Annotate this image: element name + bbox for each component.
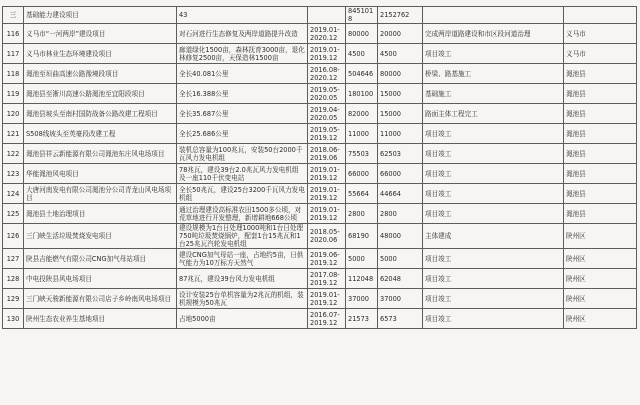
project-name: 大唐河南发电有限公司渑池分公司青龙山风电场项目 [24,184,177,204]
project-content: 全长25.686公里 [177,124,308,144]
progress-goal: 项目竣工 [423,184,564,204]
location: 陕州区 [564,249,637,269]
row-number: 130 [3,309,24,329]
annual-investment: 66000 [378,164,423,184]
project-content: 建设规模为1台日处理1000吨和1台日处理750吨垃圾焚烧锅炉，配套1台15兆瓦和1台25兆瓦汽轮发电机组 [177,224,308,249]
project-content: 对石河进行生态修复及两岸道路提升改造 [177,24,308,44]
project-period: 2016.08-2020.12 [308,64,346,84]
section-header-row [3,7,637,24]
total-investment: 112048 [346,269,378,289]
project-name: 华能渑池风电项目 [24,164,177,184]
annual-investment: 4500 [378,44,423,64]
table-row [3,64,637,84]
total-investment: 504646 [346,64,378,84]
table-row [3,249,637,269]
total-investment: 75503 [346,144,378,164]
section-period-cell [308,7,346,24]
project-content: 全长50兆瓦，建设25台3200千瓦风力发电机组 [177,184,308,204]
project-name: 三门峡天骏新能源有限公司店子乡岭南风电场项目 [24,289,177,309]
annual-investment: 62048 [378,269,423,289]
project-content: 87兆瓦，建设39台风力发电机组 [177,269,308,289]
table-row [3,224,637,249]
table-row [3,24,637,44]
row-number: 125 [3,204,24,224]
project-content: 设计安装25台单机容量为2兆瓦的机组，装机规模为50兆瓦 [177,289,308,309]
location: 渑池县 [564,184,637,204]
project-table [2,6,637,329]
section-progress-cell [423,7,564,24]
progress-goal: 项目竣工 [423,204,564,224]
row-number: 116 [3,24,24,44]
annual-investment: 37000 [378,289,423,309]
progress-goal: 项目竣工 [423,144,564,164]
progress-goal: 桥梁、路基施工 [423,64,564,84]
annual-investment: 48000 [378,224,423,249]
annual-investment: 62503 [378,144,423,164]
row-number: 126 [3,224,24,249]
project-name: 渑池县至淅川高速公路渑池至宜阳段项目 [24,84,177,104]
row-number: 129 [3,289,24,309]
project-period: 2019.06-2019.12 [308,249,346,269]
progress-goal: 项目竣工 [423,124,564,144]
project-content: 全长16.388公里 [177,84,308,104]
location: 义马市 [564,24,637,44]
annual-investment: 5000 [378,249,423,269]
total-investment: 66000 [346,164,378,184]
project-name: 三门峡生活垃圾焚烧发电项目 [24,224,177,249]
row-number: 121 [3,124,24,144]
project-period: 2019.01-2019.12 [308,289,346,309]
project-content: 占地5000亩 [177,309,308,329]
location: 渑池县 [564,84,637,104]
progress-goal: 主体建成 [423,224,564,249]
section-count: 43 [177,7,308,24]
location: 陕州区 [564,269,637,289]
location: 渑池县 [564,64,637,84]
project-content: 通过治理建设高标准农田1500多公顷，对荒草地进行开发整理，新增耕地668公顷 [177,204,308,224]
location: 渑池县 [564,104,637,124]
project-period: 2019.05-2020.05 [308,84,346,104]
project-period: 2019.01-2019.12 [308,204,346,224]
project-period: 2019.01-2019.12 [308,184,346,204]
project-period: 2019.01-2019.12 [308,44,346,64]
annual-investment: 6573 [378,309,423,329]
total-investment: 82000 [346,104,378,124]
total-investment: 37000 [346,289,378,309]
project-name: 陕县吉能燃气有限公司CNG加气母站项目 [24,249,177,269]
progress-goal: 项目竣工 [423,44,564,64]
project-period: 2017.08-2019.12 [308,269,346,289]
annual-investment: 44664 [378,184,423,204]
project-name: 渑池县土地治理项目 [24,204,177,224]
row-number: 123 [3,164,24,184]
location: 渑池县 [564,124,637,144]
project-content: 全长35.687公里 [177,104,308,124]
project-period: 2016.07-2019.12 [308,309,346,329]
table-row [3,309,637,329]
section-total-investment: 8451018 [346,7,378,24]
total-investment: 55664 [346,184,378,204]
table-row [3,289,637,309]
total-investment: 68190 [346,224,378,249]
total-investment: 21573 [346,309,378,329]
table-row [3,84,637,104]
table-row [3,104,637,124]
location: 陕州区 [564,309,637,329]
progress-goal: 完成两岸道路建设和市区段河道治理 [423,24,564,44]
project-period: 2018.05-2020.06 [308,224,346,249]
location: 义马市 [564,44,637,64]
row-number: 117 [3,44,24,64]
total-investment: 11000 [346,124,378,144]
project-name: 义马市林业生态环境建设项目 [24,44,177,64]
total-investment: 5000 [346,249,378,269]
row-number: 124 [3,184,24,204]
progress-goal: 基础施工 [423,84,564,104]
table-row [3,184,637,204]
row-number: 128 [3,269,24,289]
project-period: 2019.01-2020.12 [308,24,346,44]
table-row [3,269,637,289]
table-row [3,44,637,64]
table-row [3,164,637,184]
section-annual-investment: 2152762 [378,7,423,24]
annual-investment: 80000 [378,64,423,84]
project-name: 义马市“一河两岸”建设项目 [24,24,177,44]
location: 渑池县 [564,204,637,224]
project-name: 渑池县坡头至南村国防战备公路改建工程项目 [24,104,177,124]
row-number: 118 [3,64,24,84]
location: 渑池县 [564,144,637,164]
annual-investment: 11000 [378,124,423,144]
project-content: 全长40.081公里 [177,64,308,84]
project-name: 渑池至垣曲高速公路豫境段项目 [24,64,177,84]
project-name: 陕州生态农业养生基地项目 [24,309,177,329]
location: 陕州区 [564,289,637,309]
progress-goal: 项目竣工 [423,164,564,184]
section-title: 基础能力建设项目 [24,7,177,24]
project-content: 装机总容量为100兆瓦，安装50台2000千瓦风力发电机组 [177,144,308,164]
total-investment: 80000 [346,24,378,44]
project-period: 2019.01-2019.12 [308,164,346,184]
project-name: 渑池县祥云新能源有限公司渑池东庄风电场项目 [24,144,177,164]
total-investment: 4500 [346,44,378,64]
progress-goal: 项目竣工 [423,269,564,289]
location: 渑池县 [564,164,637,184]
progress-goal: 项目竣工 [423,249,564,269]
project-period: 2019.04-2020.05 [308,104,346,124]
project-name: S508线坡头至英豪段改建工程 [24,124,177,144]
section-place-cell [564,7,637,24]
annual-investment: 2800 [378,204,423,224]
project-content: 78兆瓦，建设39台2.0兆瓦风力发电机组及一座110千伏变电站 [177,164,308,184]
row-number: 119 [3,84,24,104]
annual-investment: 20000 [378,24,423,44]
project-period: 2019.05-2019.12 [308,124,346,144]
progress-goal: 项目竣工 [423,289,564,309]
annual-investment: 15000 [378,84,423,104]
location: 陕州区 [564,224,637,249]
project-content: 建设CNG加气母站一座，占地约5亩，日供气能力为10万标方天然气 [177,249,308,269]
project-period: 2018.06-2019.06 [308,144,346,164]
total-investment: 2800 [346,204,378,224]
row-number: 120 [3,104,24,124]
annual-investment: 15000 [378,104,423,124]
table-row [3,144,637,164]
section-number: 三 [3,7,24,24]
project-name: 中电投陕县风电场项目 [24,269,177,289]
table-row [3,204,637,224]
total-investment: 180100 [346,84,378,104]
row-number: 122 [3,144,24,164]
progress-goal: 路面主体工程完工 [423,104,564,124]
table-row [3,124,637,144]
project-content: 廊道绿化1500亩，森林抚育3000亩，退化林修复2500亩，天保造林1500亩 [177,44,308,64]
row-number: 127 [3,249,24,269]
progress-goal: 项目竣工 [423,309,564,329]
